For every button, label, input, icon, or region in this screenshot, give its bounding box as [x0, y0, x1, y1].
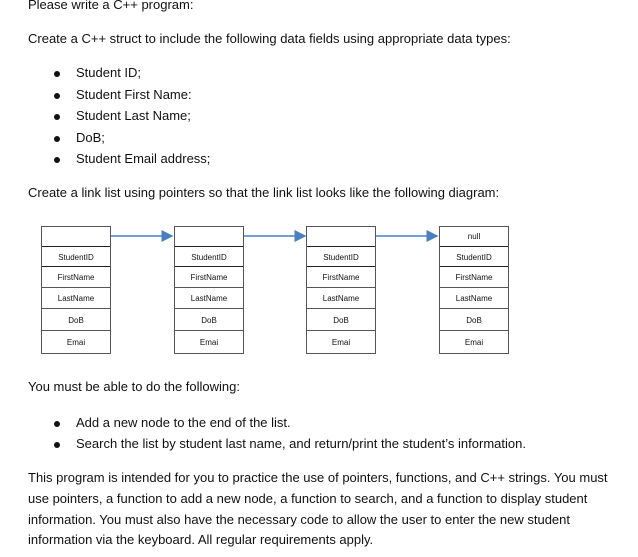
node-field-firstname: FirstName [307, 267, 375, 288]
node-field-email: Emai [199, 338, 219, 347]
node-field-email: Emai [66, 338, 86, 347]
closing-line: information. You must also have the necessary code to allow the user to enter the new student [28, 512, 570, 527]
node-field-lastname: LastName [307, 288, 375, 309]
node-field-dob: DoB [42, 310, 110, 331]
struct-field-item: Student Last Name; [76, 108, 191, 123]
node-field-firstname: FirstName [42, 267, 110, 288]
struct-field-item: Student Email address; [76, 151, 211, 166]
next-pointer-cell [42, 227, 110, 247]
node-field-firstname: FirstName [440, 267, 508, 288]
node-field-firstname: FirstName [175, 267, 243, 288]
closing-line: This program is intended for you to practice the use of pointers, functions, and C++ strings. You must [28, 470, 608, 485]
bullet-icon [54, 421, 60, 427]
closing-line: use pointers, a function to add a new node, a function to search, and a function to display student [28, 491, 588, 506]
next-pointer-cell [175, 227, 243, 247]
node-field-studentid: StudentID [307, 246, 375, 267]
struct-field-item: Student First Name: [76, 87, 192, 102]
list-node [41, 226, 111, 354]
node-field-dob: DoB [307, 310, 375, 331]
node-field-lastname: LastName [440, 288, 508, 309]
node-field-email: Emai [464, 338, 484, 347]
node-field-lastname: LastName [42, 288, 110, 309]
struct-field-item: Student ID; [76, 65, 142, 80]
null-pointer-cell: null [440, 227, 508, 247]
tasks-intro: You must be able to do the following: [28, 379, 240, 394]
list-node [174, 226, 244, 354]
struct-intro: Create a C++ struct to include the following data fields using appropriate data types: [28, 31, 511, 46]
next-pointer-cell [307, 227, 375, 247]
linklist-intro: Create a link list using pointers so that the link list looks like the following diagram: [28, 185, 500, 200]
list-node [306, 226, 376, 354]
node-field-lastname: LastName [175, 288, 243, 309]
node-field-studentid: StudentID [42, 246, 110, 267]
node-field-dob: DoB [440, 310, 508, 331]
task-item: Add a new node to the end of the list. [76, 415, 291, 430]
node-field-studentid: StudentID [175, 246, 243, 267]
page-heading: Please write a C++ program: [28, 0, 194, 12]
struct-field-item: DoB; [76, 130, 105, 145]
bullet-icon [54, 442, 60, 448]
task-item: Search the list by student last name, and return/print the student’s information. [76, 436, 526, 451]
node-field-studentid: StudentID [440, 246, 508, 267]
list-node [439, 226, 509, 354]
closing-line: information via the keyboard. All regular requirements apply. [28, 532, 374, 547]
node-field-email: Emai [331, 338, 351, 347]
node-field-dob: DoB [175, 310, 243, 331]
